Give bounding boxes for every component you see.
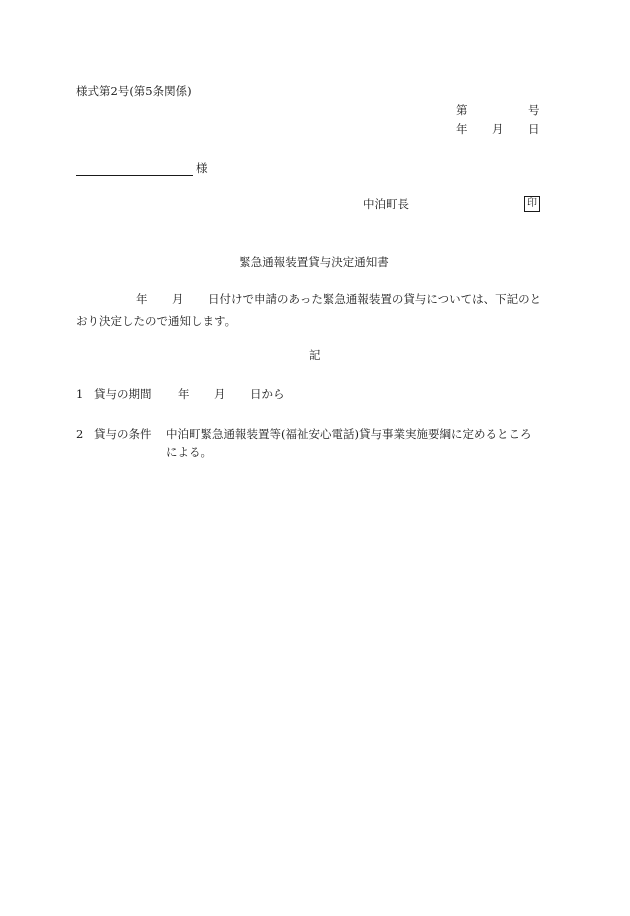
item-1-month: 月 xyxy=(214,387,226,401)
item-2-text-line-1: 中泊町緊急通報装置等(福祉安心電話)貸与事業実施要綱に定めるところ xyxy=(166,427,532,441)
item-1-year: 年 xyxy=(178,387,190,401)
document-title-text: 緊急通報装置貸与決定通知書 xyxy=(239,255,389,269)
item-1-number: 1 xyxy=(76,387,84,401)
number-suffix: 号 xyxy=(528,103,540,117)
number-prefix: 第 xyxy=(456,103,468,117)
addressee-honorific: 様 xyxy=(196,161,208,175)
body-month: 月 xyxy=(172,292,184,306)
body-line-2: おり決定したので通知します。 xyxy=(76,314,237,328)
item-2-label: 貸与の条件 xyxy=(94,427,152,441)
issuer-name: 中泊町長 xyxy=(363,197,409,211)
item-2-number: 2 xyxy=(76,427,84,441)
date-year: 年 xyxy=(456,122,468,136)
item-1-label: 貸与の期間 xyxy=(94,387,152,401)
seal-mark: 印 xyxy=(524,196,540,212)
addressee-blank-line xyxy=(76,175,193,176)
item-1-day: 日から xyxy=(250,387,285,401)
date-month: 月 xyxy=(492,122,504,136)
body-year: 年 xyxy=(136,292,148,306)
ki-heading: 記 xyxy=(309,348,321,362)
item-2-text-line-2: による。 xyxy=(166,445,212,459)
form-label: 様式第2号(第5条関係) xyxy=(76,84,192,98)
document-title xyxy=(0,255,630,270)
date-day: 日 xyxy=(528,122,540,136)
body-line-1-text: 日付けで申請のあった緊急通報装置の貸与については、下記のと xyxy=(208,292,542,306)
